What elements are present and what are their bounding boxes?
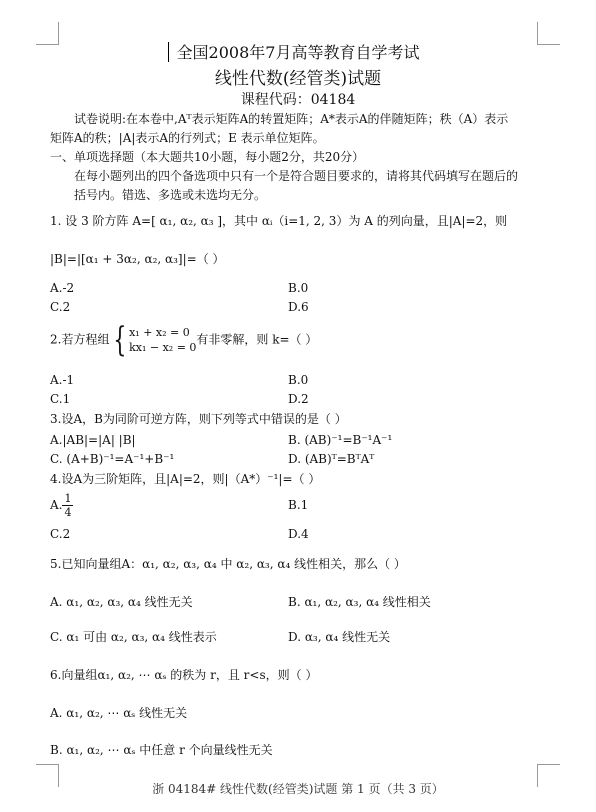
question-5-option-b: B. α₁, α₂, α₃, α₄ 线性相关: [288, 595, 431, 609]
course-title: 线性代数(经管类)试题: [214, 69, 382, 89]
question-3-stem: 3.设A，B为同阶可逆方阵，则下列等式中错误的是（ ）: [50, 412, 347, 426]
brace-icon: {: [113, 320, 127, 360]
question-6-option-b: B. α₁, α₂, ⋯ αₛ 中任意 r 个向量线性无关: [50, 743, 273, 757]
question-6-option-a: A. α₁, α₂, ⋯ αₛ 线性无关: [50, 706, 188, 720]
question-1-option-c: C.2: [50, 300, 71, 314]
question-5-option-a: A. α₁, α₂, α₃, α₄ 线性无关: [50, 595, 193, 609]
question-5-option-d: D. α₃, α₄ 线性无关: [288, 630, 391, 644]
question-4-option-a: A. $\frac{1}{4}$: [50, 492, 72, 519]
question-5-option-c: C. α₁ 可由 α₂, α₃, α₄ 线性表示: [50, 630, 217, 644]
instructions-line-1: 试卷说明:在本卷中,Aᵀ表示矩阵A的转置矩阵；A*表示A的伴随矩阵；秩（A）表示: [74, 112, 509, 126]
question-2-option-c: C.1: [50, 392, 71, 406]
exam-title: 全国2008年7月高等教育自学考试: [176, 43, 420, 62]
question-3-option-b: B. (AB)⁻¹=B⁻¹A⁻¹: [288, 433, 393, 447]
question-6-stem: 6.向量组α₁, α₂, ⋯ αₛ 的秩为 r，且 r<s，则（ ）: [50, 668, 318, 682]
section-desc-2: 括号内。错选、多选或未选均无分。: [74, 188, 267, 202]
instructions-line-2: 矩阵A的秩；|A|表示A的行列式；E 表示单位矩阵。: [50, 131, 325, 145]
section-heading: 一、单项选择题（本大题共10小题，每小题2分，共20分）: [50, 150, 365, 164]
question-2-option-a: A.-1: [50, 373, 75, 387]
section-desc-1: 在每小题列出的四个备选项中只有一个是符合题目要求的，请将其代码填写在题后的: [74, 169, 519, 183]
question-3-option-a: A.|AB|=|A| |B|: [50, 433, 136, 447]
question-1-option-b: B.0: [288, 281, 309, 295]
question-1-option-a: A.-2: [50, 281, 75, 295]
question-5-stem: 5.已知向量组A：α₁, α₂, α₃, α₄ 中 α₂, α₃, α₄ 线性相关，那么（ ）: [50, 557, 406, 571]
question-4-option-c: C.2: [50, 527, 71, 541]
question-2-suffix: 有非零解，则 k=（ ）: [196, 332, 318, 347]
question-1-stem: 1. 设 3 阶方阵 A=[ α₁, α₂, α₃ ]，其中 αᵢ（i=1, 2, 3）为 A 的列向量，且|A|=2，则: [50, 214, 508, 228]
question-4-option-d: D.4: [288, 527, 309, 541]
question-1-stem-cont: |B|=|[α₁ + 3α₂, α₂, α₃]|=（ ）: [50, 252, 225, 266]
question-1-option-d: D.6: [288, 300, 309, 314]
question-2-stem: [50, 320, 550, 360]
question-2-prefix: 2.若方程组: [50, 332, 110, 347]
question-4-option-b: B.1: [288, 498, 309, 512]
equation-2: kx₁ − x₂ = 0: [129, 341, 197, 354]
question-3-option-c: C. (A+B)⁻¹=A⁻¹+B⁻¹: [50, 452, 175, 466]
question-3-option-d: D. (AB)ᵀ=BᵀAᵀ: [288, 452, 375, 466]
page-footer: 浙 04184# 线性代数(经管类)试题 第 1 页（共 3 页）: [152, 782, 444, 796]
equation-1: x₁ + x₂ = 0: [129, 326, 190, 339]
question-2-option-d: D.2: [288, 392, 309, 406]
fraction: $\frac{1}{4}$: [64, 492, 72, 519]
question-2-option-b: B.0: [288, 373, 309, 387]
question-4-stem: 4.设A为三阶矩阵，且|A|=2，则|（A*）⁻¹|=（ ）: [50, 472, 321, 486]
course-code: 课程代码：04184: [240, 92, 356, 108]
equation-system: [109, 320, 197, 360]
